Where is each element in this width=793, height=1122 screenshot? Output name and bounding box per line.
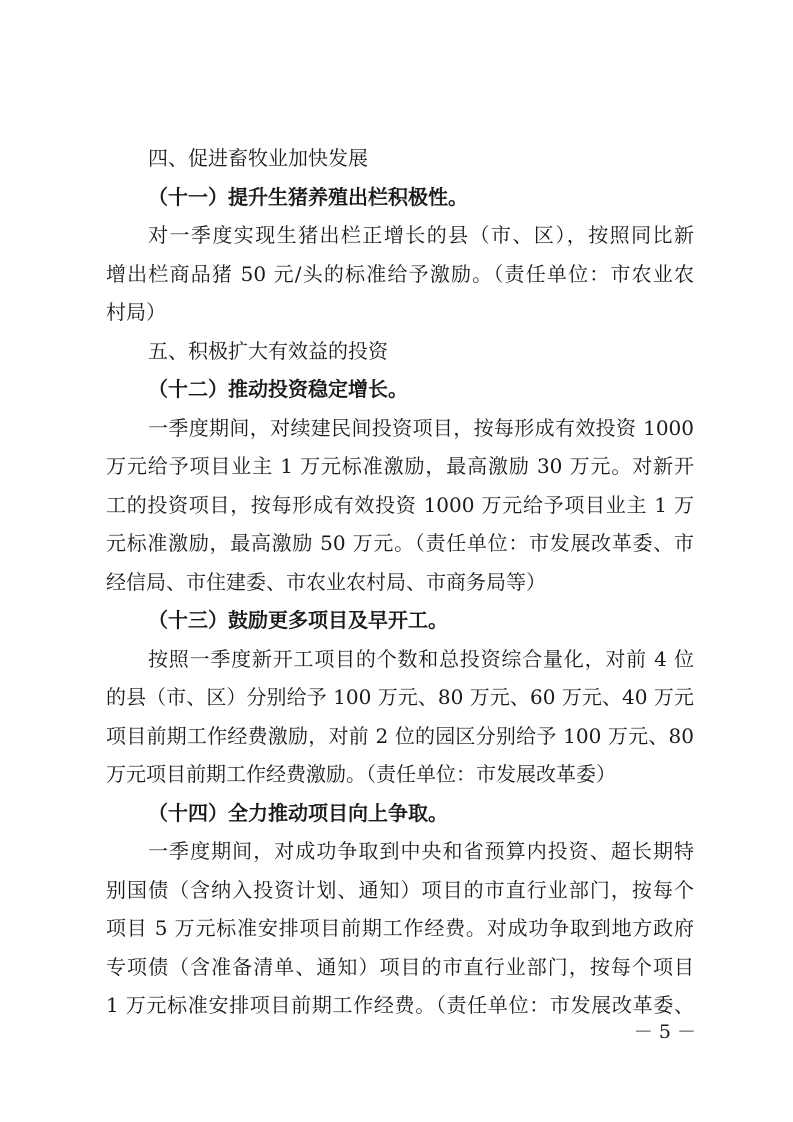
text-line: 五、积极扩大有效益的投资 bbox=[148, 338, 388, 363]
text-line: 工的投资项目，按每形成有效投资 1000 万元给予项目业主 1 万 bbox=[106, 492, 694, 517]
subsection-heading bbox=[106, 794, 694, 833]
text-line: 经信局、市住建委、市农业农村局、市商务局等） bbox=[106, 569, 546, 594]
subsection-heading bbox=[106, 178, 694, 217]
text-line: 一季度期间，对成功争取到中央和省预算内投资、超长期特 bbox=[148, 839, 694, 863]
text-line: 万元项目前期工作经费激励。（责任单位：市发展改革委） bbox=[106, 762, 616, 786]
paragraph bbox=[106, 216, 694, 332]
text-line: 元标准激励，最高激励 50 万元。（责任单位：市发展改革委、市 bbox=[106, 531, 694, 555]
text-line: （十三）鼓励更多项目及早开工。 bbox=[148, 608, 448, 632]
text-line: （十四）全力推动项目向上争取。 bbox=[148, 800, 448, 825]
paragraph bbox=[106, 832, 694, 1025]
text-line: 对一季度实现生猪出栏正增长的县（市、区），按照同比新 bbox=[148, 223, 694, 247]
text-line: 四、促进畜牧业加快发展 bbox=[148, 146, 368, 170]
text-line: 增出栏商品猪 50 元/头的标准给予激励。（责任单位：市农业农 bbox=[106, 261, 694, 286]
text-line: 一季度期间，对续建民间投资项目，按每形成有效投资 1000 bbox=[148, 415, 694, 440]
text-line: 别国债（含纳入投资计划、通知）项目的市直行业部门，按每个 bbox=[106, 877, 694, 902]
text-line: 万元给予项目业主 1 万元标准激励，最高激励 30 万元。对新开 bbox=[106, 454, 694, 478]
text-line: 专项债（含准备清单、通知）项目的市直行业部门，按每个项目 bbox=[106, 954, 694, 979]
text-line: （十二）推动投资稳定增长。 bbox=[148, 377, 408, 401]
text-line: 项目 5 万元标准安排项目前期工作经费。对成功争取到地方政府 bbox=[106, 916, 694, 940]
text-line: （十一）提升生猪养殖出栏积极性。 bbox=[148, 184, 468, 209]
text-line: 1 万元标准安排项目前期工作经费。（责任单位：市发展改革委、 bbox=[106, 993, 694, 1017]
page-number: － 5 － bbox=[633, 1021, 696, 1043]
text-line: 村局） bbox=[106, 300, 166, 324]
subsection-heading bbox=[106, 601, 694, 640]
paragraph bbox=[106, 409, 694, 602]
subsection-heading bbox=[106, 370, 694, 409]
text-line: 按照一季度新开工项目的个数和总投资综合量化，对前 4 位 bbox=[148, 646, 694, 671]
section-heading bbox=[106, 139, 694, 178]
document-body bbox=[106, 139, 694, 1025]
paragraph bbox=[106, 640, 694, 794]
section-heading bbox=[106, 332, 694, 371]
text-line: 的县（市、区）分别给予 100 万元、80 万元、60 万元、40 万元 bbox=[106, 685, 694, 709]
text-line: 项目前期工作经费激励，对前 2 位的园区分别给予 100 万元、80 bbox=[106, 723, 694, 748]
